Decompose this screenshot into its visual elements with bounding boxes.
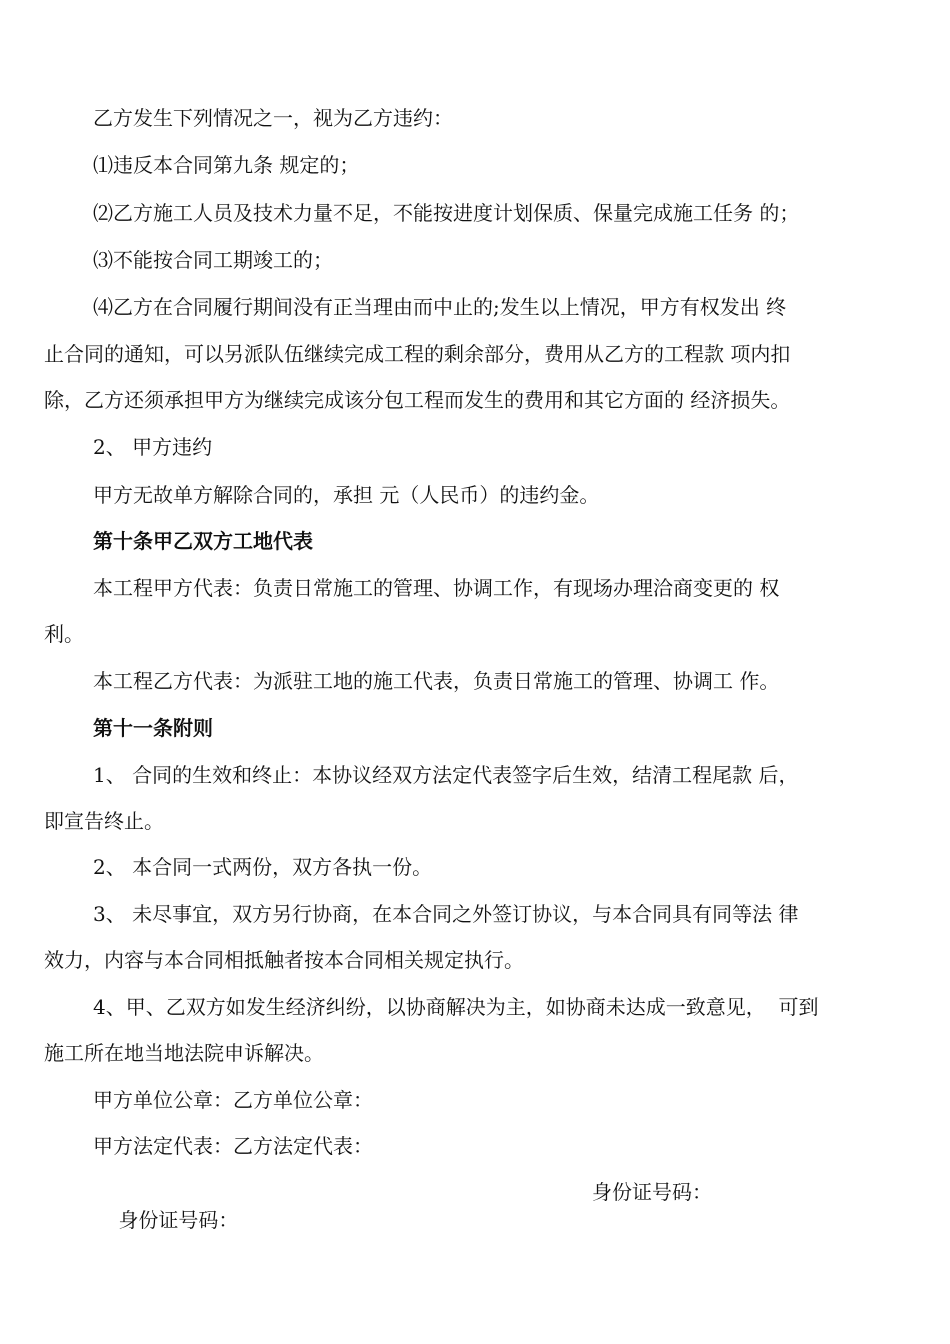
party-a-breach-text: 甲方无故单方解除合同的，承担 元（人民币）的违约金。 [93, 483, 600, 507]
clause-4: 4、甲、乙双方如发生经济纠纷，以协商解决为主，如协商未达成一致意见， 可到 [93, 995, 819, 1019]
breach-item-1: ⑴违反本合同第九条 规定的； [93, 153, 360, 177]
breach-item-4-cont-2: 除，乙方还须承担甲方为继续完成该分包工程而发生的费用和其它方面的 经济损失。 [44, 388, 791, 412]
party-a-rep-text-cont: 利。 [44, 622, 84, 646]
seal-line: 甲方单位公章：乙方单位公章： [93, 1088, 373, 1112]
clause-1: 1、 合同的生效和终止：本协议经双方法定代表签字后生效，结清工程尾款 后， [93, 763, 799, 787]
clause-4-cont: 施工所在地当地法院申诉解决。 [44, 1041, 324, 1065]
breach-item-3: ⑶不能按合同工期竣工的； [93, 248, 333, 272]
breach-item-4-cont-1: 止合同的通知，可以另派队伍继续完成工程的剩余部分，费用从乙方的工程款 项内扣 [44, 342, 791, 366]
legal-rep-line: 甲方法定代表：乙方法定代表： [93, 1134, 373, 1158]
article-11-title: 第十一条附则 [93, 716, 213, 740]
id-number-row [93, 1178, 893, 1290]
party-a-id-label: 身份证号码： [118, 1208, 239, 1232]
party-a-breach-heading: 2、 甲方违约 [93, 435, 213, 459]
breach-item-4: ⑷乙方在合同履行期间没有正当理由而中止的;发生以上情况，甲方有权发出 终 [93, 295, 787, 319]
breach-item-2: ⑵乙方施工人员及技术力量不足，不能按进度计划保质、保量完成施工任务 的； [93, 201, 800, 225]
clause-3-cont: 效力，内容与本合同相抵触者按本合同相关规定执行。 [44, 948, 524, 972]
party-a-rep-text: 本工程甲方代表：负责日常施工的管理、协调工作，有现场办理洽商变更的 权 [93, 576, 780, 600]
party-b-rep-text: 本工程乙方代表：为派驻工地的施工代表，负责日常施工的管理、协调工 作。 [93, 669, 780, 693]
clause-2: 2、 本合同一式两份，双方各执一份。 [93, 855, 433, 879]
breach-intro: 乙方发生下列情况之一，视为乙方违约： [93, 106, 453, 130]
clause-1-cont: 即宣告终止。 [44, 809, 164, 833]
clause-3: 3、 未尽事宜，双方另行协商，在本合同之外签订协议，与本合同具有同等法 律 [93, 902, 799, 926]
party-b-id-label: 身份证号码： [592, 1180, 712, 1204]
article-10-title: 第十条甲乙双方工地代表 [93, 529, 313, 553]
